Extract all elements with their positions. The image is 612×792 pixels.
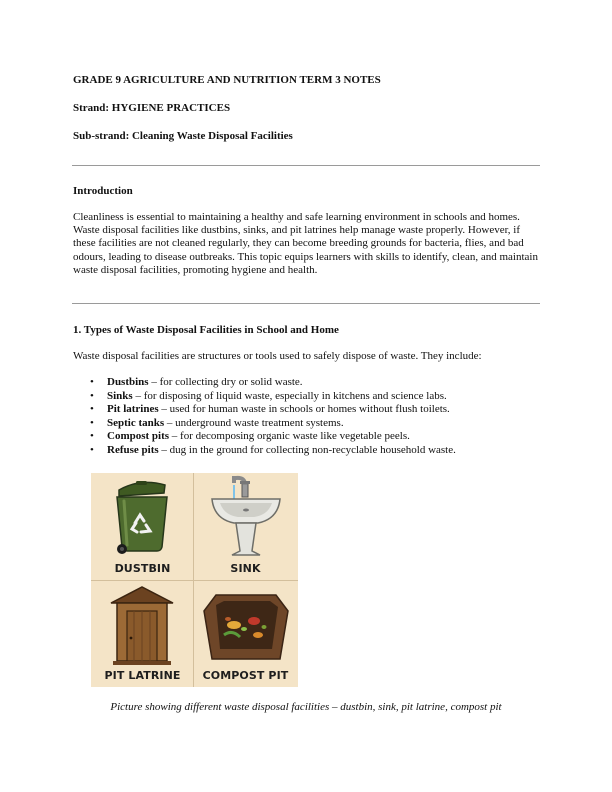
facility-description: – for decomposing organic waste like vegetable peels. [169, 430, 410, 443]
bullet-icon: • [90, 416, 94, 429]
sink-cell [194, 473, 297, 580]
sub-strand-heading: Sub-strand: Cleaning Waste Disposal Facilities [73, 130, 293, 142]
facility-description: – underground waste treatment systems. [164, 416, 344, 429]
facility-term: Septic tanks [107, 416, 165, 429]
bullet-icon: • [90, 376, 94, 388]
facility-description: – used for human waste in schools or homes without flush toilets. [158, 403, 450, 416]
strand-heading: Strand: HYGIENE PRACTICES [73, 102, 231, 114]
figure-caption: Picture showing different waste disposal facilities – dustbin, sink, pit latrine, compost pit [110, 701, 502, 713]
facility-term: Dustbins [107, 376, 149, 388]
bullet-icon: • [90, 430, 94, 443]
facility-description: – for disposing of liquid waste, especially in kitchens and science labs. [132, 389, 447, 402]
compost-pit-cell [194, 581, 297, 688]
bullet-icon: • [90, 403, 94, 416]
facilities-list [73, 376, 456, 458]
section-1-intro: Waste disposal facilities are structures or tools used to safely dispose of waste. They include: [73, 350, 482, 362]
list-item [73, 417, 456, 431]
facility-term: Pit latrines [107, 403, 159, 416]
divider [72, 303, 540, 304]
pit-latrine-label: PIT LATRINE [104, 669, 181, 682]
pit-latrine-cell [91, 581, 194, 688]
bullet-icon: • [90, 443, 94, 456]
dustbin-label: DUSTBIN [114, 562, 171, 575]
section-1-heading: 1. Types of Waste Disposal Facilities in School and Home [73, 324, 339, 336]
document-title: GRADE 9 AGRICULTURE AND NUTRITION TERM 3 NOTES [73, 74, 381, 86]
compost-pit-label: COMPOST PIT [202, 669, 289, 682]
figure-divider-horizontal [91, 580, 298, 581]
facility-term: Sinks [107, 389, 133, 402]
introduction-heading: Introduction [73, 185, 133, 197]
list-item [73, 403, 456, 417]
bullet-icon: • [90, 389, 94, 402]
facility-description: – dug in the ground for collecting non-recyclable household waste. [158, 443, 456, 456]
facility-term: Compost pits [107, 430, 170, 443]
sink-label: SINK [230, 562, 261, 575]
divider [72, 165, 540, 166]
introduction-paragraph: Cleanliness is essential to maintaining a healthy and safe learning environment in schools and homes. Waste disposal facilities like dustbins, sinks, and pit latrines help manage waste properly. However, if these facilities are not cleaned regularly, they can become breeding grounds for bacteria, flies, and bad odours, leading to disease outbreaks. This topic equips learners with skills to identify, clean, and maintain waste disposal facilities, promoting hygiene and health. [73, 211, 538, 276]
list-item [73, 390, 456, 404]
dustbin-cell [91, 473, 194, 580]
facility-term: Refuse pits [107, 443, 159, 456]
facility-description: – for collecting dry or solid waste. [148, 376, 303, 388]
list-item [73, 430, 456, 444]
list-item [73, 376, 456, 390]
list-item [73, 444, 456, 458]
